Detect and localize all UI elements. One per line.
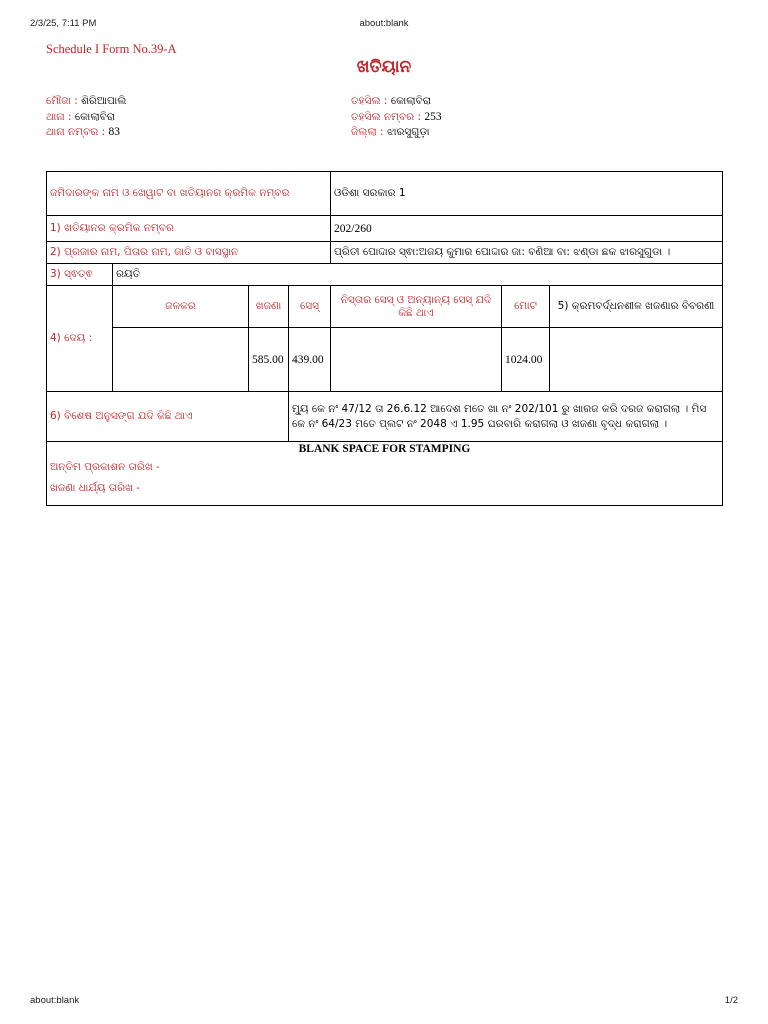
stamp-cell <box>47 442 723 506</box>
print-datetime: 2/3/25, 7:11 PM <box>30 18 97 29</box>
print-header <box>0 18 768 30</box>
dues-value-row <box>47 328 723 392</box>
mouza-label: ମୌଜା : <box>46 95 82 107</box>
dues-header-cess: ସେସ୍ <box>289 286 331 328</box>
thana-number-label: ଥାନା ନମ୍ବର : <box>46 126 109 138</box>
district-line <box>351 125 442 141</box>
thana-label: ଥାନା : <box>46 110 75 123</box>
document-title: ଖତିୟାନ <box>356 57 412 77</box>
special-label: 6) ବିଶେଷ ଅନୁସଙ୍ଗ ଯଦି କିଛି ଥାଏ <box>47 392 289 442</box>
district-value: ଝାରସୁଗୁଡ଼ା <box>386 126 430 138</box>
dues-header-water: ଜଳକର <box>113 286 249 328</box>
tahasil-label: ତହସିଲ : <box>351 95 391 107</box>
right-row <box>47 264 723 286</box>
dues-value-water <box>113 328 249 392</box>
right-value: ରୟତି <box>113 264 723 286</box>
zamindar-value: ଓଡିଶା ସରକାର 1 <box>331 172 723 216</box>
khatiyan-number-row <box>47 216 723 242</box>
tahasil-number-line <box>351 110 442 126</box>
dues-header-total: ମୋଟ <box>502 286 550 328</box>
tenant-row <box>47 242 723 264</box>
dues-value-progressive-rent <box>550 328 723 392</box>
khatiyan-number-value: 202/260 <box>331 216 723 242</box>
tenant-label: 2) ପ୍ରଜାର ନାମ, ପିତାର ନାମ, ଜାତି ଓ ବାସସ୍ଥାନ <box>47 242 331 264</box>
dues-header-rent: ଖଜଣା <box>249 286 289 328</box>
meta-right-block <box>351 94 442 141</box>
dues-header-row <box>47 286 723 328</box>
form-number: Schedule I Form No.39-A <box>46 42 177 56</box>
zamindar-row <box>47 172 723 216</box>
right-label: 3) ସ୍ଵତ୍ଵ <box>47 264 113 286</box>
print-footer <box>0 995 768 1007</box>
rent-fixation-date: ଖଜଣା ଧାର୍ଯ୍ୟ ତାରିଖ - <box>50 482 141 494</box>
dues-header-progressive-rent: 5) କ୍ରମବର୍ଦ୍ଧନଶୀଳ ଖଜଣାର ବିବରଣୀ <box>550 286 723 328</box>
thana-number-value: 83 <box>108 126 120 138</box>
mouza-value: ଶିରିଆପାଲି <box>81 95 127 107</box>
dues-label: 4) ଦେୟ : <box>47 286 113 392</box>
thana-value: କୋଲାବିରା <box>74 110 116 123</box>
dues-value-rent: 585.00 <box>249 328 289 392</box>
dues-value-other-cess <box>331 328 502 392</box>
dues-value-total: 1024.00 <box>502 328 550 392</box>
stamp-title: BLANK SPACE FOR STAMPING <box>298 443 471 455</box>
dues-value-cess: 439.00 <box>289 328 331 392</box>
khatiyan-number-label: 1) ଖତିୟାନର କ୍ରମିକ ନମ୍ବର <box>47 216 331 242</box>
tahasil-value: କୋଲାବିରା <box>390 95 432 107</box>
mouza-line <box>46 94 126 110</box>
tahasil-number-value: 253 <box>424 110 442 123</box>
tahasil-line <box>351 94 442 110</box>
final-publication-date: ଅନ୍ତିମ ପ୍ରକାଶନ ତାରିଖ - <box>50 461 160 473</box>
special-row <box>47 392 723 442</box>
thana-line <box>46 110 126 126</box>
meta-left-block <box>46 94 126 141</box>
special-value: ମ୍ୟୁ କେ ନଂ 47/12 ତା 26.6.12 ଆଦେଶ ମତେ ଖା ନଂ 202/101 ରୁ ଖାରଜ କରି ଦରଜ କରାଗଲା । ମିସ କେ ନଂ 64/23 ମତେ ପ୍ଲଟ ନଂ 2048 ଏ 1.95 ଘରବାରି କରାଗଲା ଓ ଖଜଣା ବୃଦ୍ଧ କରାଗଲା । <box>289 392 723 442</box>
stamp-row <box>47 442 723 506</box>
tenant-value: ପ୍ରିତୀ ପୋଦ୍ଦାର ସ୍ଵା:ଅଜୟ କୁମାର ପୋଦ୍ଦାର ଜା: ବଣିଆ ବା: ଝଣ୍ଡା ଛକ ଝାରସୁଗୁଡା । <box>331 242 723 264</box>
zamindar-label: ଜମିଦାରଙ୍କ ନାମ ଓ ଖେୱାଟ ବା ଖତିୟାନର କ୍ରମିକ ନମ୍ବର <box>47 172 331 216</box>
khatiyan-table <box>46 171 723 506</box>
print-page-indicator: 1/2 <box>724 995 738 1006</box>
district-label: ଜିଲ୍ଲା : <box>351 126 387 138</box>
dues-header-other-cess: ନିସ୍ତାର ସେସ୍ ଓ ଅନ୍ୟାନ୍ୟ ସେସ୍ ଯଦି କିଛି ଥାଏ <box>331 286 502 328</box>
thana-number-line <box>46 125 126 141</box>
tahasil-number-label: ତହସିଲ ନମ୍ବର : <box>351 110 425 123</box>
print-footer-url: about:blank <box>30 995 80 1006</box>
print-page-title: about:blank <box>359 18 409 29</box>
